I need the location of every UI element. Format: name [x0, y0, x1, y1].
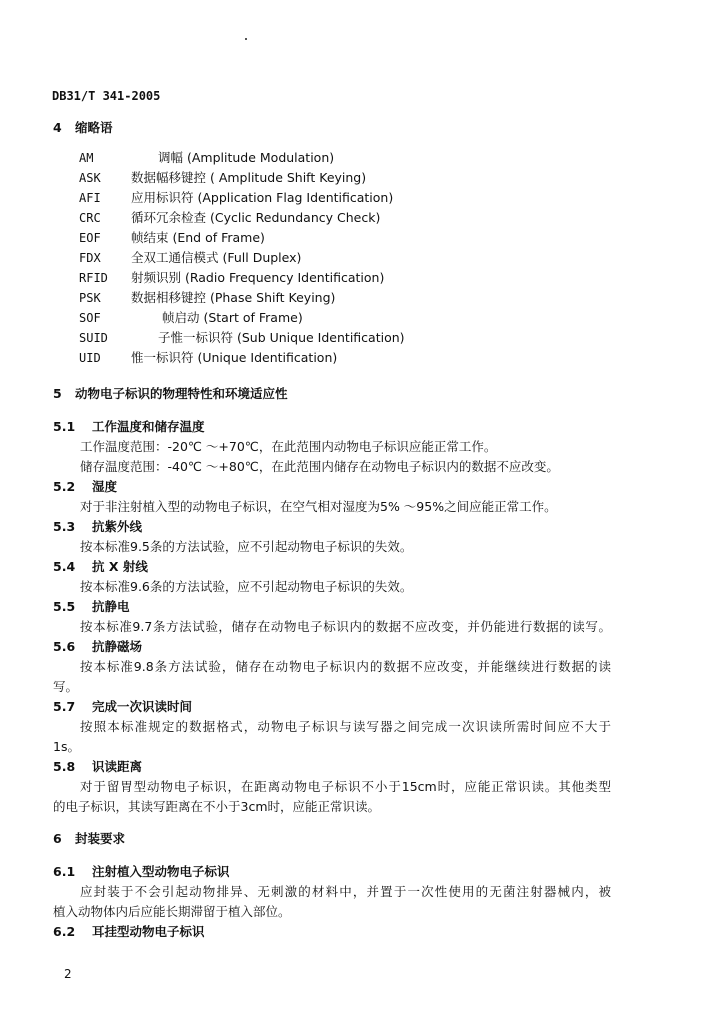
- section-5-5-line1: 按本标准9.7条方法试验，储存在动物电子标识内的数据不应改变，并仍能进行数据的读写。: [80, 619, 611, 634]
- abbreviation-definition: 惟一标识符 (Unique Identification): [131, 350, 338, 365]
- section-5-8-line1: 对于留胃型动物电子标识，在距离动物电子标识不小于15cm时，应能正常识读。其他类型: [80, 779, 611, 794]
- section-5-7-line2: 1s。: [53, 739, 80, 754]
- section-5-title: 动物电子标识的物理特性和环境适应性: [75, 386, 288, 401]
- section-5-1-number: 5.1: [53, 419, 76, 434]
- section-6-title: 封装要求: [75, 831, 126, 846]
- abbreviation-definition: 数据相移键控 (Phase Shift Keying): [131, 290, 336, 305]
- scan-speck: [245, 38, 247, 40]
- abbreviation-term: UID: [79, 351, 101, 365]
- section-5-4-line1: 按本标准9.6条的方法试验，应不引起动物电子标识的失效。: [80, 579, 413, 594]
- section-6-1-title: 注射植入型动物电子标识: [92, 864, 230, 879]
- abbreviation-term: SOF: [79, 311, 101, 325]
- section-5-1-line2: 储存温度范围：-40℃ ～+80℃，在此范围内储存在动物电子标识内的数据不应改变。: [80, 459, 559, 474]
- abbreviation-term: AM: [79, 151, 94, 165]
- abbreviation-term: EOF: [79, 231, 101, 245]
- abbreviation-term: ASK: [79, 171, 101, 185]
- section-5-4-title: 抗 X 射线: [92, 559, 148, 574]
- section-6-2-title: 耳挂型动物电子标识: [92, 924, 205, 939]
- section-5-7-line1: 按照本标准规定的数据格式，动物电子标识与读写器之间完成一次识读所需时间应不大于: [80, 719, 611, 734]
- section-5-5-title: 抗静电: [92, 599, 130, 614]
- abbreviation-definition: 数据幅移键控 ( Amplitude Shift Keying): [131, 170, 367, 185]
- section-5-6-title: 抗静磁场: [92, 639, 143, 654]
- section-5-8-line2: 的电子标识，其读写距离在不小于3cm时，应能正常识读。: [53, 799, 381, 814]
- section-6-2-number: 6.2: [53, 924, 76, 939]
- abbreviation-definition: 子惟一标识符 (Sub Unique Identification): [158, 330, 405, 345]
- abbreviation-definition: 循环冗余检查 (Cyclic Redundancy Check): [131, 210, 381, 225]
- section-5-7-number: 5.7: [53, 699, 76, 714]
- abbreviation-definition: 射频识别 (Radio Frequency Identification): [131, 270, 385, 285]
- abbreviation-definition: 调幅 (Amplitude Modulation): [158, 150, 335, 165]
- section-5-number: 5: [53, 386, 62, 401]
- section-5-1-line1: 工作温度范围：-20℃ ～+70℃，在此范围内动物电子标识应能正常工作。: [80, 439, 497, 454]
- section-5-2-title: 湿度: [92, 479, 118, 494]
- section-5-7-title: 完成一次识读时间: [92, 699, 193, 714]
- abbreviation-term: CRC: [79, 211, 101, 225]
- section-5-3-number: 5.3: [53, 519, 76, 534]
- section-6-1-line1: 应封装于不会引起动物排异、无刺激的材料中，并置于一次性使用的无菌注射器械内，被: [80, 884, 611, 899]
- abbreviation-definition: 应用标识符 (Application Flag Identification): [131, 190, 394, 205]
- page-number: 2: [64, 967, 72, 981]
- abbreviation-definition: 全双工通信模式 (Full Duplex): [131, 250, 302, 265]
- section-5-4-number: 5.4: [53, 559, 76, 574]
- section-5-5-number: 5.5: [53, 599, 76, 614]
- section-5-6-line2: 写。: [53, 679, 79, 694]
- section-4-number: 4: [53, 120, 62, 135]
- section-5-2-number: 5.2: [53, 479, 76, 494]
- abbreviation-definition: 帧结束 (End of Frame): [131, 230, 265, 245]
- section-5-1-title: 工作温度和储存温度: [92, 419, 205, 434]
- section-5-3-title: 抗紫外线: [92, 519, 143, 534]
- section-5-2-line1: 对于非注射植入型的动物电子标识，在空气相对湿度为5% ～95%之间应能正常工作。: [80, 499, 557, 514]
- abbreviation-definition: 帧启动 (Start of Frame): [162, 310, 303, 325]
- section-5-8-title: 识读距离: [92, 759, 143, 774]
- document-code: DB31/T 341-2005: [52, 89, 161, 103]
- section-6-1-number: 6.1: [53, 864, 76, 879]
- section-6-1-line2: 植入动物体内后应能长期滞留于植入部位。: [53, 904, 291, 919]
- abbreviation-term: SUID: [79, 331, 108, 345]
- section-5-6-line1: 按本标准9.8条方法试验，储存在动物电子标识内的数据不应改变，并能继续进行数据的读: [80, 659, 611, 674]
- abbreviation-term: FDX: [79, 251, 101, 265]
- section-6-number: 6: [53, 831, 62, 846]
- section-4-title: 缩略语: [75, 120, 113, 135]
- section-5-3-line1: 按本标准9.5条的方法试验，应不引起动物电子标识的失效。: [80, 539, 413, 554]
- section-5-8-number: 5.8: [53, 759, 76, 774]
- section-5-6-number: 5.6: [53, 639, 76, 654]
- abbreviation-term: RFID: [79, 271, 108, 285]
- abbreviation-term: AFI: [79, 191, 101, 205]
- abbreviation-term: PSK: [79, 291, 101, 305]
